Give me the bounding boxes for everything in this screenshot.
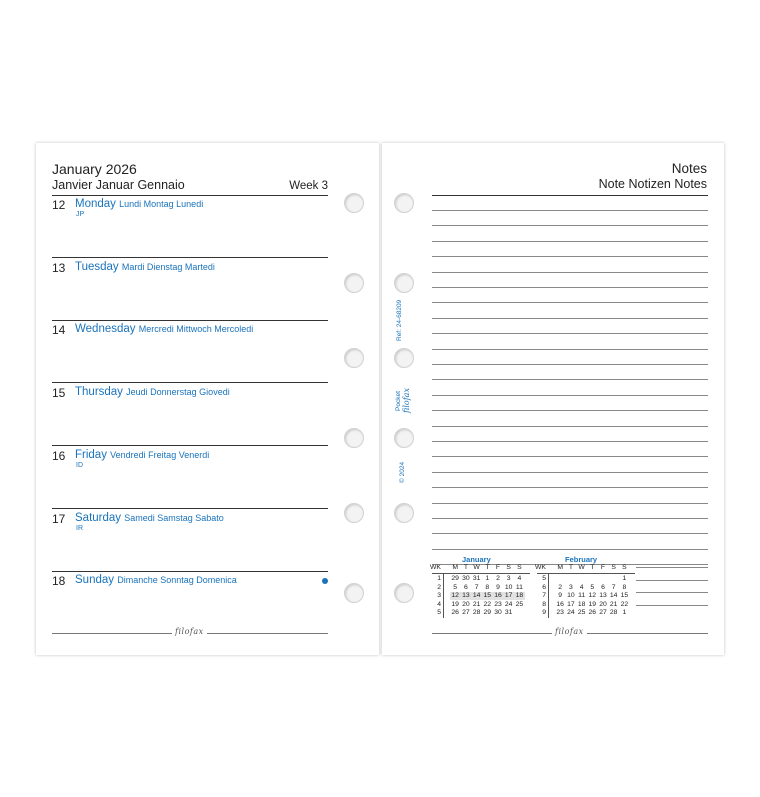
- note-line: [432, 503, 708, 504]
- mini-calendar-day: 7: [611, 583, 616, 591]
- mini-calendar-day: 9: [558, 592, 563, 600]
- note-line: [432, 287, 708, 288]
- note-line: [432, 533, 708, 534]
- note-line: [432, 395, 708, 396]
- mini-calendar-day: 16: [494, 592, 502, 600]
- mini-calendar-header: M: [557, 564, 564, 571]
- mini-calendar-week-number: 5: [542, 575, 546, 582]
- mini-calendar-day: 28: [609, 609, 618, 617]
- note-line: [432, 549, 708, 550]
- mini-calendar-day: 30: [462, 575, 470, 582]
- mini-calendar-week-number: 2: [437, 583, 441, 591]
- mini-calendar-day: 18: [577, 600, 586, 608]
- mini-calendar-day: 15: [483, 592, 492, 600]
- mini-calendar-day: 5: [453, 583, 458, 591]
- reference-number: Ref: 24-68209: [396, 299, 403, 341]
- mini-calendar-header: W: [473, 564, 480, 571]
- mini-calendar-header: WK: [535, 564, 546, 571]
- mini-calendar-day: 29: [483, 609, 492, 617]
- mini-calendar-day: 20: [462, 600, 470, 608]
- mini-calendar-day: 20: [599, 600, 607, 608]
- month-title: January 2026: [52, 161, 137, 177]
- day-divider: [52, 571, 328, 572]
- mini-calendar-day: 13: [599, 592, 607, 600]
- mini-calendar-day: 9: [496, 583, 500, 591]
- notes-title: Notes: [671, 161, 707, 176]
- day-name-label: Wednesday: [75, 323, 136, 336]
- mini-calendar-day: 2: [496, 575, 500, 582]
- mini-calendar-month: January: [462, 555, 491, 564]
- mini-calendar-month: February: [565, 555, 598, 564]
- note-line: [432, 456, 708, 457]
- week-page: [36, 143, 379, 655]
- binder-hole: [344, 503, 364, 523]
- mini-calendar-header-rule: [432, 573, 530, 574]
- note-line: [432, 410, 708, 411]
- note-line: [432, 272, 708, 273]
- mini-calendar-day: 4: [579, 583, 584, 591]
- mini-calendar-week-number: 8: [542, 600, 546, 608]
- mini-calendar-header: S: [622, 564, 627, 571]
- mini-calendar-day: 18: [515, 592, 524, 600]
- binder-hole: [344, 583, 364, 603]
- note-line: [432, 210, 708, 211]
- filofax-logo: filofax: [172, 627, 207, 636]
- mini-calendar-day: 5: [590, 583, 595, 591]
- mini-calendar-day: 23: [494, 600, 502, 608]
- mini-calendar-day: 14: [472, 592, 481, 600]
- mini-calendar-week-number: 7: [542, 592, 546, 600]
- day-name-translations: Mardi Dienstag Martedi: [121, 261, 215, 272]
- day-name: [75, 198, 203, 210]
- note-line: [432, 256, 708, 257]
- day-number: 18: [52, 574, 66, 589]
- mini-calendar-day: 15: [620, 592, 629, 600]
- holiday-code: ID: [76, 461, 83, 469]
- mini-calendar-header: T: [590, 564, 595, 571]
- mini-calendar-day: 8: [485, 583, 490, 591]
- mini-calendar-day: 24: [567, 609, 575, 617]
- mini-calendar-day: 19: [588, 600, 597, 608]
- mini-calendar-day: 21: [472, 600, 481, 608]
- day-name: [75, 449, 209, 461]
- mini-calendar-day: 22: [620, 600, 629, 608]
- copyright-label: © 2024: [399, 461, 406, 483]
- mini-calendar-day: 25: [577, 609, 586, 617]
- day-divider: [52, 445, 328, 446]
- mini-calendar-header: F: [600, 564, 606, 571]
- mini-calendar-header: T: [485, 564, 490, 571]
- note-line: [432, 349, 708, 350]
- mini-calendar-day: 10: [567, 592, 575, 600]
- mini-calendar-header: S: [517, 564, 522, 571]
- note-line-short: [636, 567, 708, 568]
- note-line: [432, 364, 708, 365]
- day-name-label: Sunday: [75, 574, 115, 587]
- binder-hole: [394, 273, 414, 293]
- day-name-translations: Lundi Montag Lunedi: [119, 199, 204, 209]
- filofax-logo: filofax: [552, 627, 587, 636]
- day-name-label: Thursday: [75, 386, 123, 399]
- month-translations: Janvier Januar Gennaio: [52, 178, 185, 192]
- day-name-label: Friday: [75, 448, 107, 461]
- day-name: [75, 323, 253, 335]
- mini-calendar-day: 21: [609, 600, 618, 608]
- binder-hole: [344, 348, 364, 368]
- day-name: [75, 261, 215, 273]
- note-line-short: [636, 592, 708, 593]
- day-name-label: Monday: [75, 198, 116, 210]
- mini-calendar-day: 11: [578, 592, 586, 600]
- mini-calendar-header: WK: [430, 564, 441, 571]
- day-divider: [52, 382, 328, 383]
- note-line: [432, 241, 708, 242]
- note-line: [432, 333, 708, 334]
- mini-calendar-day: 29: [451, 575, 459, 582]
- mini-calendar-header: T: [463, 564, 468, 571]
- day-number: 12: [52, 198, 66, 212]
- note-line-short: [636, 580, 708, 581]
- holiday-code: IR: [76, 524, 83, 532]
- notes-header-divider: [432, 195, 708, 196]
- mini-calendar-day: 1: [622, 575, 627, 582]
- binder-hole: [344, 273, 364, 293]
- day-name-translations: Vendredi Freitag Venerdi: [110, 449, 210, 460]
- mini-calendar-day: 8: [622, 583, 627, 591]
- mini-calendar-day: 23: [556, 609, 564, 617]
- day-name-label: Saturday: [75, 511, 122, 524]
- day-name-translations: Jeudi Donnerstag Giovedi: [126, 387, 230, 398]
- mini-calendar-week-number: 4: [437, 600, 441, 608]
- day-number: 13: [52, 260, 66, 275]
- day-name-translations: Mercredi Mittwoch Mercoledi: [138, 324, 254, 335]
- header-divider: [52, 195, 328, 196]
- mini-calendar-day: 31: [504, 609, 513, 617]
- day-divider: [52, 508, 328, 509]
- moon-phase-dot: [322, 578, 328, 584]
- mini-calendar-week-number: 5: [437, 609, 441, 617]
- note-line: [432, 472, 708, 473]
- mini-calendar-header: M: [452, 564, 459, 571]
- day-name-translations: Dimanche Sonntag Domenica: [117, 575, 237, 586]
- mini-calendar-day: 13: [462, 592, 470, 600]
- day-number: 15: [52, 386, 66, 401]
- week-label: Week 3: [289, 180, 328, 192]
- mini-calendar-week-rule: [548, 573, 549, 618]
- mini-calendar-header: T: [568, 564, 573, 571]
- planner-spread: [36, 143, 724, 655]
- mini-calendar-header: F: [495, 564, 501, 571]
- mini-calendar-day: 25: [515, 600, 524, 608]
- note-line: [432, 302, 708, 303]
- mini-calendar-day: 10: [504, 583, 513, 591]
- mini-calendar-header: S: [506, 564, 511, 571]
- day-name-label: Tuesday: [75, 260, 119, 273]
- mini-calendar-day: 26: [588, 609, 597, 617]
- mini-calendar-day: 31: [472, 575, 481, 582]
- mini-calendar-day: 3: [569, 583, 573, 591]
- mini-calendar-day: 27: [462, 609, 470, 617]
- holiday-code: JP: [76, 211, 85, 218]
- mini-calendar-day: 2: [558, 583, 563, 591]
- mini-calendar-week-number: 9: [542, 609, 546, 617]
- note-line: [432, 441, 708, 442]
- note-line: [432, 426, 708, 427]
- note-line: [432, 379, 708, 380]
- note-line-short: [636, 605, 708, 606]
- size-label: Pocket: [395, 391, 402, 411]
- mini-calendar-day: 17: [504, 592, 513, 600]
- mini-calendar-header: S: [611, 564, 616, 571]
- mini-calendar-day: 17: [567, 600, 575, 608]
- binder-hole: [394, 428, 414, 448]
- day-divider: [52, 257, 328, 258]
- binder-hole: [394, 348, 414, 368]
- mini-calendar-day: 11: [515, 583, 523, 591]
- mini-calendar-week-number: 6: [542, 583, 546, 591]
- mini-calendar-day: 4: [517, 575, 522, 582]
- binder-hole: [344, 428, 364, 448]
- day-number: 17: [52, 511, 66, 526]
- mini-calendar-day: 28: [472, 609, 481, 617]
- mini-calendar-day: 16: [556, 600, 564, 608]
- note-line: [432, 518, 708, 519]
- mini-calendar-header: W: [578, 564, 585, 571]
- note-line: [432, 225, 708, 226]
- day-number: 16: [52, 448, 66, 463]
- notes-page: [382, 143, 724, 655]
- mini-calendar-day: 24: [504, 600, 513, 608]
- filofax-spine-logo: filofax: [402, 388, 411, 413]
- mini-calendar-week-number: 3: [437, 592, 441, 600]
- mini-calendar-day: 30: [494, 609, 502, 617]
- mini-calendar-day: 6: [464, 583, 468, 591]
- mini-calendar-week-number: 1: [437, 575, 441, 582]
- mini-calendar-day: 19: [451, 600, 459, 608]
- mini-calendar-week-rule: [443, 573, 444, 618]
- binder-hole: [394, 503, 414, 523]
- mini-calendar-day: 12: [588, 592, 597, 600]
- mini-calendar-day: 6: [601, 583, 605, 591]
- day-name: [75, 512, 224, 524]
- day-name: [75, 386, 230, 398]
- mini-calendar-day: 27: [599, 609, 607, 617]
- mini-calendar-day: 12: [451, 592, 459, 600]
- note-line: [432, 318, 708, 319]
- mini-calendar-day: 3: [506, 575, 511, 582]
- mini-calendar-day: 7: [474, 583, 479, 591]
- mini-calendar-day: 14: [609, 592, 618, 600]
- mini-calendar-day: 22: [483, 600, 492, 608]
- mini-calendar-header-rule: [537, 573, 635, 574]
- mini-calendar-day: 26: [451, 609, 459, 617]
- binder-hole: [344, 193, 364, 213]
- day-name-translations: Samedi Samstag Sabato: [124, 512, 224, 523]
- mini-calendar-day: 1: [485, 575, 490, 582]
- mini-calendar-day: 1: [622, 609, 627, 617]
- day-name: [75, 574, 237, 586]
- binder-hole: [394, 583, 414, 603]
- notes-translations: Note Notizen Notes: [598, 177, 707, 191]
- day-divider: [52, 320, 328, 321]
- day-number: 14: [52, 323, 66, 338]
- note-line: [432, 487, 708, 488]
- binder-hole: [394, 193, 414, 213]
